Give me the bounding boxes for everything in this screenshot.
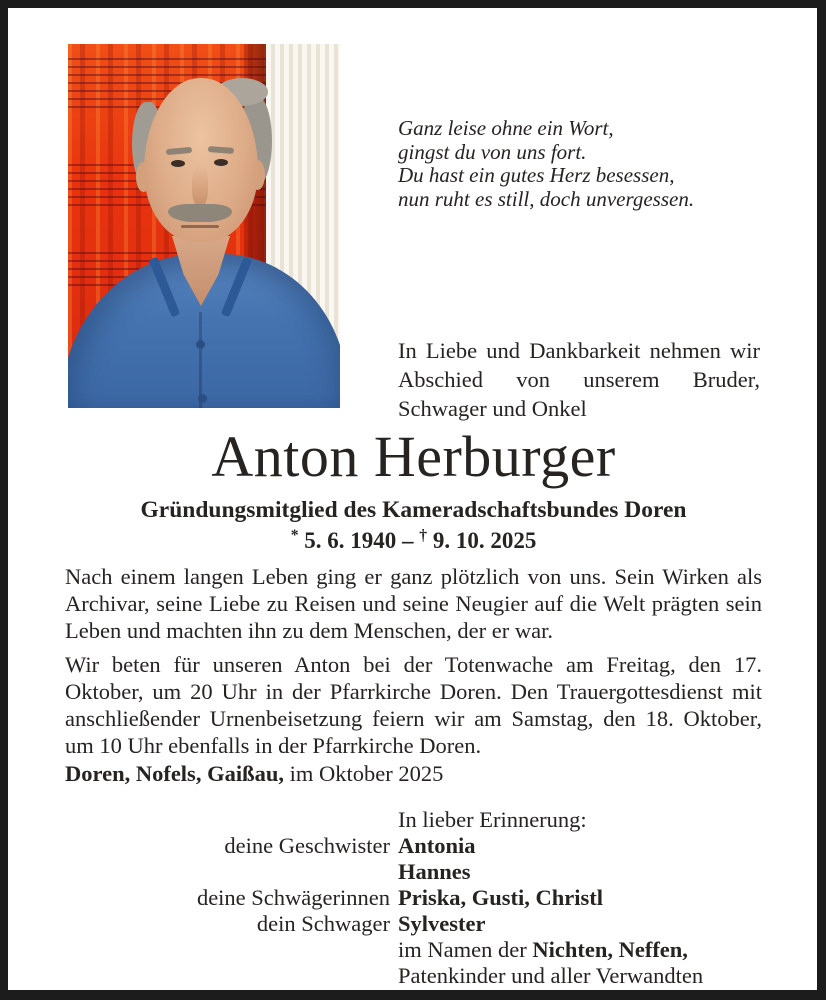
closing-regular: im Namen der [398, 937, 533, 962]
mourners-closing [398, 937, 762, 963]
deceased-name: Anton Herburger [211, 424, 616, 489]
verse-line: gingst du von uns fort. [398, 139, 587, 164]
closing-bold: Nichten, Neffen, [532, 937, 688, 962]
obituary-paragraph-2: Wir beten für unseren Anton bei der Totenwache am Freitag, den 17. Oktober, um 20 Uhr in der Pfarrkirche Doren. Den Trauergottesdienst mit anschließender Urnenbeisetzung feiern wir am Samstag, den 18. Oktober, um 10 Uhr ebenfalls in der Pfarrkirche Doren. [65, 652, 762, 758]
mourners-closing-row [65, 937, 762, 963]
eye-right [214, 159, 228, 166]
mourners-heading-row [65, 807, 762, 833]
death-date: 9. 10. 2025 [432, 527, 537, 553]
birth-date: 5. 6. 1940 [304, 527, 397, 553]
mourner-label [65, 963, 398, 989]
mourner-row [65, 885, 762, 911]
mourner-name: Priska, Gusti, Christl [398, 885, 604, 910]
death-symbol: † [419, 527, 428, 544]
mouth [181, 225, 219, 228]
places-date-line [65, 760, 762, 787]
mourner-row [65, 859, 762, 885]
obituary-paragraph-1: Nach einem langen Leben ging er ganz plötzlich von uns. Sein Wirken als Archivar, seine Liebe zu Reisen und seine Neugier auf die Welt prägten sein Leben und machten ihn zu dem Menschen, der er war. [65, 564, 762, 643]
places-rest: im Oktober 2025 [283, 761, 444, 786]
farewell-intro-text: In Liebe und Dankbarkeit nehmen wir Abschied von unserem Bruder, Schwager und Onkel [398, 338, 760, 421]
verse-line: Du hast ein gutes Herz besessen, [398, 163, 675, 187]
mustache [168, 204, 232, 222]
mourner-label: dein Schwager [256, 911, 390, 936]
mourner-label [65, 937, 398, 963]
mourner-label: deine Schwägerinnen [196, 885, 390, 910]
mourners-closing-row-2 [65, 963, 762, 989]
mourners-heading: In lieber Erinnerung: [398, 807, 587, 832]
places-bold: Doren, Nofels, Gaißau, [65, 761, 284, 786]
mourner-label [65, 859, 398, 885]
life-dates [65, 522, 762, 554]
mourner-row [65, 911, 762, 937]
mourner-label [65, 807, 398, 833]
mourner-row [65, 833, 762, 859]
memorial-verse [398, 117, 764, 211]
verse-line: nun ruht es still, doch unvergessen. [398, 186, 695, 211]
birth-symbol: * [290, 527, 299, 544]
mourner-name: Antonia [398, 833, 476, 858]
mourner-label: deine Geschwister [224, 833, 390, 858]
shirt-button [198, 394, 207, 403]
dates-separator: – [402, 527, 414, 553]
verse-line: Ganz leise ohne ein Wort, [398, 116, 614, 140]
mourners-closing-line2: Patenkinder und aller Verwandten [398, 963, 704, 988]
mourner-name: Sylvester [398, 911, 486, 936]
nose [192, 166, 208, 206]
mourners-section [65, 807, 762, 989]
portrait-photo [68, 44, 340, 408]
mourner-name: Hannes [398, 859, 471, 884]
shirt-button [196, 340, 205, 349]
eye-left [171, 160, 185, 167]
deceased-subtitle: Gründungsmitglied des Kameradschaftsbundes Doren [140, 497, 687, 523]
